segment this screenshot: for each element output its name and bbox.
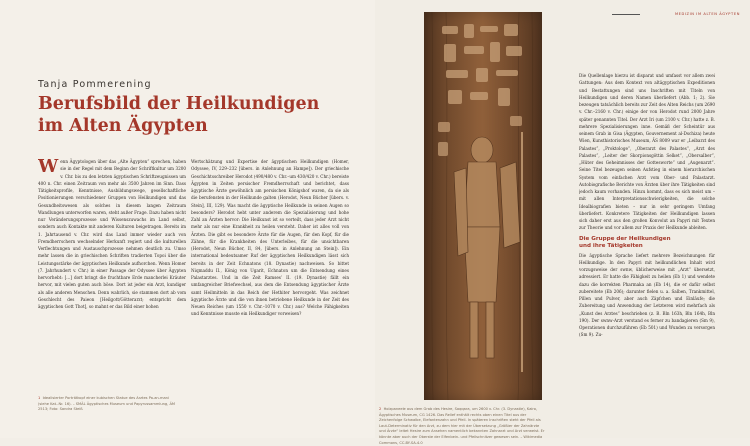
title-line-1: Berufsbild der Heilkundigen [38, 94, 320, 114]
section-heading-line-1: Die Gruppe der Heilkundigen [579, 235, 671, 242]
body-text-col2: Wertschätzung und Expertise der ägyptischen Heilkundigen (Homer, Odyssee, IV, 229–232 [übers. in Anlehnung an Hampe]). Der griechische Geschichtsschreiber Herodot (490/480 v. Chr.–um 430/420 v. Chr.) bereiste Ägypten in Zeiten persischer Fremdherrschaft und berichtet, dass ägyptische Ärzte gewöhnlich am persischen Königshof waren, da sie als die berufensten in der Heilkunde galten (Herodot, Neun Bücher [übers. v. Stein], III, 129). Was macht die ägyptische Heilkunde in seinen Augen so besonders? Herodot hebt unter anderem die Spezialisierung und hohe Zahl an Ärzten hervor: Die Heilkunst ist so verteilt, dass jeder Arzt nicht mehr als nur eine Krankheit zu heilen versteht. Daher ist alles voll von Ärzten. Die gibt es besondere Ärzte für die Augen, für den Kopf, für die Zähne, für die Krankheiten des Unterleibes, für die unsichtbaren (Herodot, Neun Bücher, II, 84, [übers. in Anlehnung an Stein]). Ein international bedeutsamer Ruf der ägyptischen Heilkundigen lässt sich bereits in der Zeit Echnatons (18. Dynastie) nachweisen. So bittet Niqmaddu II., König von Ugarit, Echnaton um die Entsendung eines Palastarztes. Und in die Zeit Ramses’ II. (19. Dynastie) fällt ein umfangreicher Briefwechsel, aus dem die Entsendung ägyptischer Ärzte samt Heilmitteln in das Reich der Hethiter hervorgeht. Was zeichnet ägyptische Ärzte und die von ihnen betriebene Heilkunde in der Zeit des Neuen Reiches (um 1550 v. Chr.–1070 v. Chr.) aus? Welche Fähigkeiten und Kenntnisse musste ein Heilkundiger vorweisen? [191, 159, 349, 317]
section-heading-line-2: und ihre Tätigkeiten [579, 242, 643, 249]
drop-cap: W [38, 158, 59, 177]
section-heading [579, 236, 715, 250]
body-text-right-2: Die ägyptische Sprache liefert mehrere Bezeichnungen für Heilkundige. In den Papyri mit heilkundlichen Inhalt wird vorzugsweise der swnw, üblicherweise mit „Arzt“ übersetzt, adressiert. Er hatte die Fähigkeit zu heilen (Eb 1) und wendete dazu die korrekten Pharmaka an (Eb 14), die er dafür selbst zubereitete (Eb 206); darunter fielen u. a. Salben, Trankmittel, Pillen und Pulver, aber auch Zäpfchen und Einläufe; die Zubereitung und Anwendung der Letzteren wird mehrfach als „Kunst des Arztes“ beschrieben (z. B. Bln 163h, Bln 164h, Bln 190). Der swnw-Arzt verstand es ferner zu bandagieren (Sm 9), Operationen durchzuführen (Eb 501) und Wunden zu versorgen (Sm 9). Zu- [579, 252, 715, 338]
caption-text: Idealisierter Porträtkopf einer kubischen Statue des Arztes Pa-an-mani (siehe Kat.-Nr. 16). – SMÄL Ägyptisches Museum und Papyrussammlung, ÄM 2513; Foto: Sandra Steiß [38, 396, 176, 412]
running-head: MEDIZIN IM ALTEN ÄGYPTEN [674, 12, 740, 16]
body-column-2 [191, 158, 349, 414]
left-page [0, 0, 375, 438]
figure-2-caption [379, 407, 547, 446]
running-head-rule [612, 14, 640, 15]
author-name: Tanja Pommerening [38, 79, 152, 90]
caption-number: 2 [379, 407, 382, 411]
body-column-1 [38, 158, 186, 358]
body-column-right [579, 72, 715, 420]
hesire-relief-image [424, 12, 542, 400]
figure-1-caption [38, 396, 178, 413]
caption-text: Holzpaneele aus dem Grab des Hesire, Saqqara, um 2600 v. Chr. (3. Dynastie), Kairo, Ägyptisches Museum, CG 1426. Das Relief enthält rechts oben einen Titel aus der Zeichenfolge Schwalbe, Elefantenzahn und Pfeil. In späteren Inschriften steht der Pfeil als Laut-Determinativ für den Arzt, zu dem hier mit der Übersetzung „Größter der Zahnärzte und Ärzte“ leitet Hesire zum Ansehen namentlich bekannten Zahnarzt und Arzt verweist. Er könnte aber auch der Oberste der Elfenbein- und Pfeilschnitzer gewesen sein. – Wikimedia Commons, CC-BY-SA-4.0 [379, 407, 545, 445]
title-line-2: im Alten Ägypten [38, 116, 208, 136]
article-title [38, 93, 358, 137]
body-text-right-1: Die Quellenlage hierzu ist disparat und umfasst vor allem zwei Gattungen: Aus dem Kontext von altägyptischen Expeditionen und Bestattungen sind uns Inschriften mit Titeln von Heilkundigen und deren Namen überliefert (Abb. 1; 2). Sie bezeugen tatsächlich bereits zur Zeit des Alten Reichs (um 2690 v. Chr.–2160 v. Chr.) einige der von Herodot rund 2000 Jahre später genannten Titel. Der Arzt Iri (um 2100 v. Chr.) hatte z. B. mehrere Spezialisierungen inne. Gemäß der Scheintür aus seinem Grab in Gisa (Ägypten, Gouvernement al-Dschiza) heute Wien, Kunsthistorisches Museum, ÄS 8009 war er „Leibarzt des Palastes“, „Proktologe“, „Oberarzt des Palastes“, „Arzt des Palastes“, „Leiter der Skorpionsgöttin Selket“, „Obersalber“, „Hüter des Geheimnisses der Gottesworte“ und „Augenarzt“. Seine Titel bezeugen seinen Aufstieg in einem hierarchischen System vom einfachen Arzt vom Ober- und Palastarzt. Autobiografische Berichte von Ärzten über ihre Tätigkeiten sind jedoch kaum vorhanden. Hinzu kommt, dass es sich meist um – mit allen Interpretationsschwierigkeiten, die solche Idealbiografien bieten – nur in sehr geringem Umfang überliefert. Konkretere Tätigkeiten der Heilkundigen lassen sich daher erst aus den großen Konvolut an Papyri mit Texten zur Theorie und vor allem zur Praxis der Heilkunde ableiten. [579, 73, 715, 231]
relief-carving [424, 12, 542, 400]
body-text-col1: enn Ägyptologen über das „Alte Ägypten“ sprechen, haben sie in der Regel mit dem Beginn der Schriftkultur um 3200 v. Chr. bis zu den letzten ägyptischen Schriftzeugnissen um 400 n. Chr. einen Zeitraum von mehr als 3500 Jahren im Sinn. Dass Tätigkeitsprofile, Kenntnisse, Ausbildungswege, gesellschaftliche Positionierungen verschiedener Gruppen von Heilkundigen und das Gesundheitswesen als solches in diesem langen Zeitraum Wandlungen unterworfen waren, steht außer Frage. Dazu haben nicht nur Veränderungsprozesse und Wissenszuwachs im Land selbst, sondern auch Kontakte mit anderen Kulturen beigetragen. Bereits im 1. Jahrtausend v. Chr. wird das Land immer wieder auch von Fremdherrschern wechselnder Herkunft regiert und die kulturellen Verflechtungen und Austauschprozesse nehmen deutlich zu. Umso mehr lassen die in griechischen Schriften tradierten Topoi über die Leistungsstärke der ägyptischen Heilkunde aufhorchen. Wenn Homer (7. Jahrhundert v. Chr.) in einer Passage der Odyssee über Ägypten hervorhebt: […] dort bringt die fruchtbare Erde mancherlei Kräuter hervor, mit vielen guten auch böse. Dort ist jeder ein Arzt, kundiger als alle anderen Menschen. Denn wahrlich, sie stammen dort ab vom Geschlecht des Paieon [Heilgott/Götterarzt; entspricht dem ägyptischen Gott Thot], so mahnt er das Bild einer hohen [38, 159, 186, 309]
caption-number: 1 [38, 396, 41, 400]
